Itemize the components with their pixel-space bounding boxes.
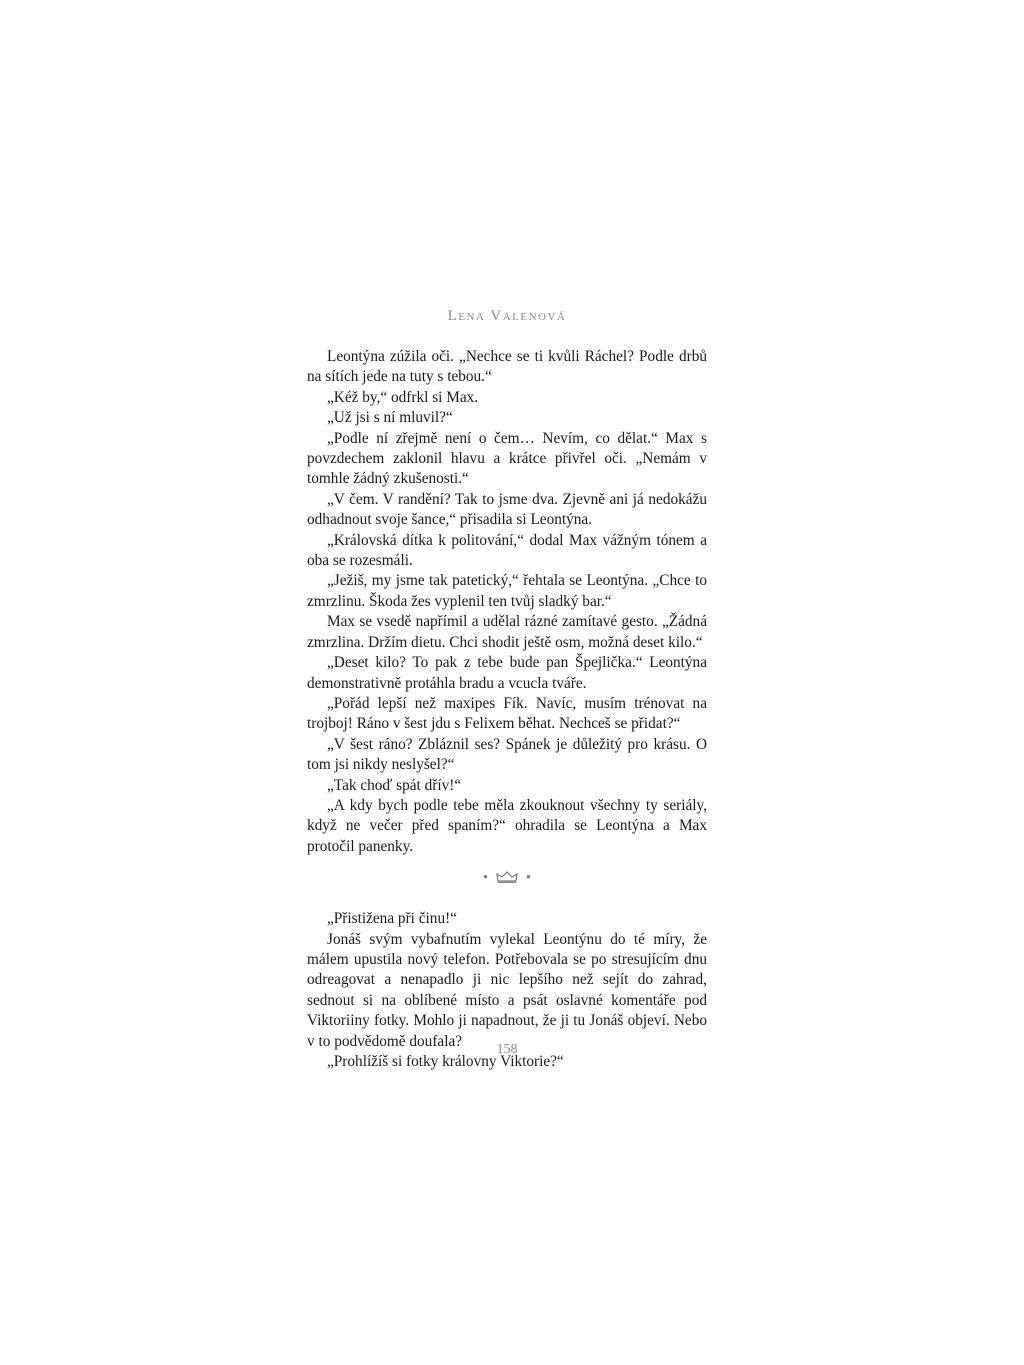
paragraph: „Prohlížíš si fotky královny Viktorie?“ [327,1053,564,1070]
paragraph: „Deset kilo? To pak z tebe bude pan Špejlička.“ Leontýna demonstrativně protáhla bradu a vcucla tváře. [307,654,707,692]
paragraph: „A kdy bych podle tebe měla zkouknout všechny ty seriály, když ne večer před spaním?“ ohradila se Leontýna a Max protočil panenky. [307,796,707,855]
paragraph: „V šest ráno? Zbláznil ses? Spánek je důležitý pro krásu. O tom jsi nikdy neslyšel?“ [307,735,707,774]
paragraph: Max se vsedě napřímil a udělal rázné zamítavé gesto. „Žádná zmrzlina. Držím dietu. Chci shodit ještě osm, možná deset kilo.“ [307,613,707,651]
running-head: Lena Valenová [447,308,567,324]
paragraph: Leontýna zúžila oči. „Nechce se ti kvůli Ráchel? Podle drbů na sítích jede na tuty s tebou.“ [307,348,707,386]
paragraph: „Pořád lepší než maxipes Fík. Navíc, musím trénovat na trojboj! Ráno v šest jdu s Felixem běhat. Nechceš se přidat?“ [307,694,707,733]
paragraph: „Kéž by,“ odfrkl si Max. [327,388,479,406]
paragraph: „Královská dítka k politování,“ dodal Max vážným tónem a oba se rozesmáli. [307,531,707,570]
paragraph: „Tak choď spát dřív!“ [327,776,462,794]
dot-icon: ● [526,871,531,881]
crown-icon [496,871,518,883]
paragraph: „Podle ní zřejmě není o čem… Nevím, co dělat.“ Max s povzdechem zaklonil hlavu a krátce přivřel oči. „Nemám v tomhle žádný zkušenosti.“ [307,429,707,488]
paragraph: Jonáš svým vybafnutím vylekal Leontýnu do té míry, že málem upustila nový telefon. Potřebovala se po stresujícím dnu odreagovat a nenapadlo ji nic lepšího než sejít do zahrad, sednout si na oblíbené místo a psát oslavné komentáře pod Viktoriiny fotky. Mohlo ji napadnout, že ji tu Jonáš objeví. Nebo v to podvědomě doufala? [307,930,707,1050]
body-text [307,347,707,1072]
paragraph: „V čem. V randění? Tak to jsme dva. Zjevně ani já nedokážu odhadnout svoje šance,“ přisadila si Leontýna. [307,490,707,529]
page-number: 158 [496,1042,518,1057]
paragraph: „Přistižena při činu!“ [327,910,457,928]
dot-icon: ● [483,871,488,881]
paragraph: „Ježiš, my jsme tak patetický,“ řehtala se Leontýna. „Chce to zmrzlinu. Škoda žes vyplenil ten tvůj sladký bar.“ [307,572,707,610]
paragraph: „Už jsi s ní mluvil?“ [327,409,453,427]
section-break-ornament [307,863,707,891]
